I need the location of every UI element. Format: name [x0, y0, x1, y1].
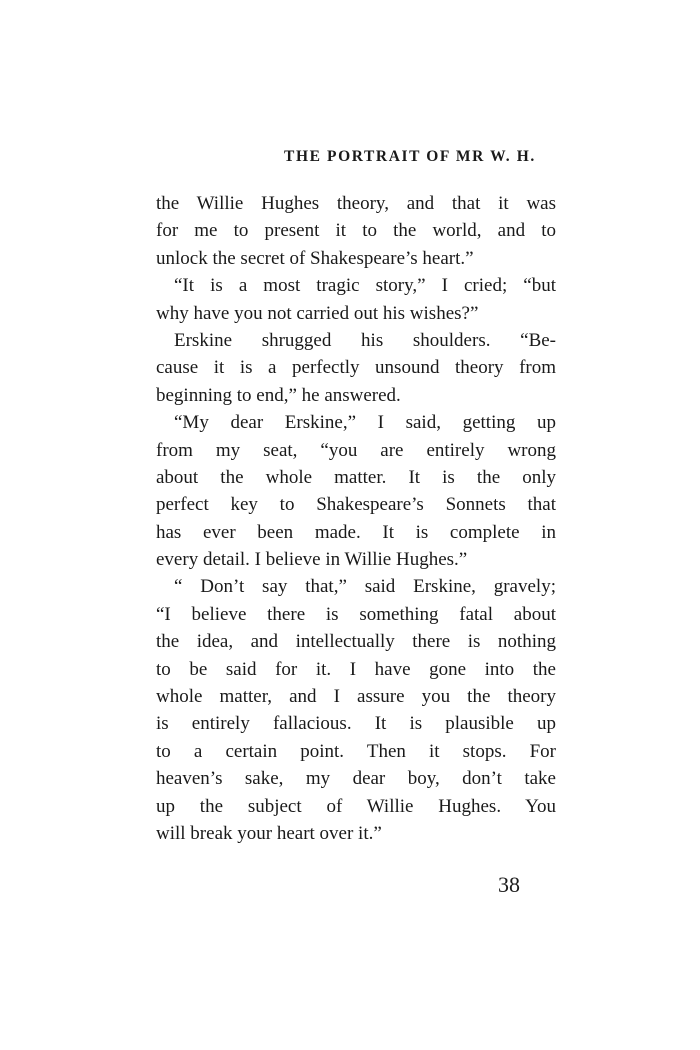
text-line: heaven’s sake, my dear boy, don’t take [156, 768, 556, 790]
text-line: every detail. I believe in Willie Hughes.” [156, 549, 468, 571]
text-line: perfect key to Shakespeare’s Sonnets that [156, 494, 556, 516]
text-line: is entirely fallacious. It is plausible up [156, 713, 556, 735]
text-line: whole matter, and I assure you the theory [156, 686, 556, 708]
text-line: “It is a most tragic story,” I cried; “but [174, 275, 556, 297]
text-line: about the whole matter. It is the only [156, 466, 556, 488]
text-line: for me to present it to the world, and to [156, 220, 556, 242]
text-line: to be said for it. I have gone into the [156, 658, 556, 680]
page-number: 38 [498, 872, 520, 897]
text-line: “I believe there is something fatal about [156, 603, 556, 625]
text-line: the Willie Hughes theory, and that it was [156, 193, 556, 214]
text-line: “ Don’t say that,” said Erskine, gravely; [174, 576, 556, 598]
body-text [156, 190, 556, 847]
text-line: the idea, and intellectually there is nothing [156, 631, 556, 653]
text-line: has ever been made. It is complete in [156, 521, 556, 543]
text-line: “My dear Erskine,” I said, getting up [174, 412, 556, 434]
text-line: unlock the secret of Shakespeare’s heart.” [156, 247, 474, 269]
text-line: cause it is a perfectly unsound theory from [156, 357, 556, 379]
text-line: why have you not carried out his wishes?” [156, 302, 479, 324]
text-line: Erskine shrugged his shoulders. “Be- [174, 329, 556, 351]
text-line: up the subject of Willie Hughes. You [156, 795, 556, 817]
text-line: will break your heart over it.” [156, 822, 382, 844]
running-head: THE PORTRAIT OF MR W. H. [284, 148, 536, 165]
text-line: to a certain point. Then it stops. For [156, 740, 556, 762]
text-line: from my seat, “you are entirely wrong [156, 439, 556, 461]
text-line: beginning to end,” he answered. [156, 384, 401, 406]
